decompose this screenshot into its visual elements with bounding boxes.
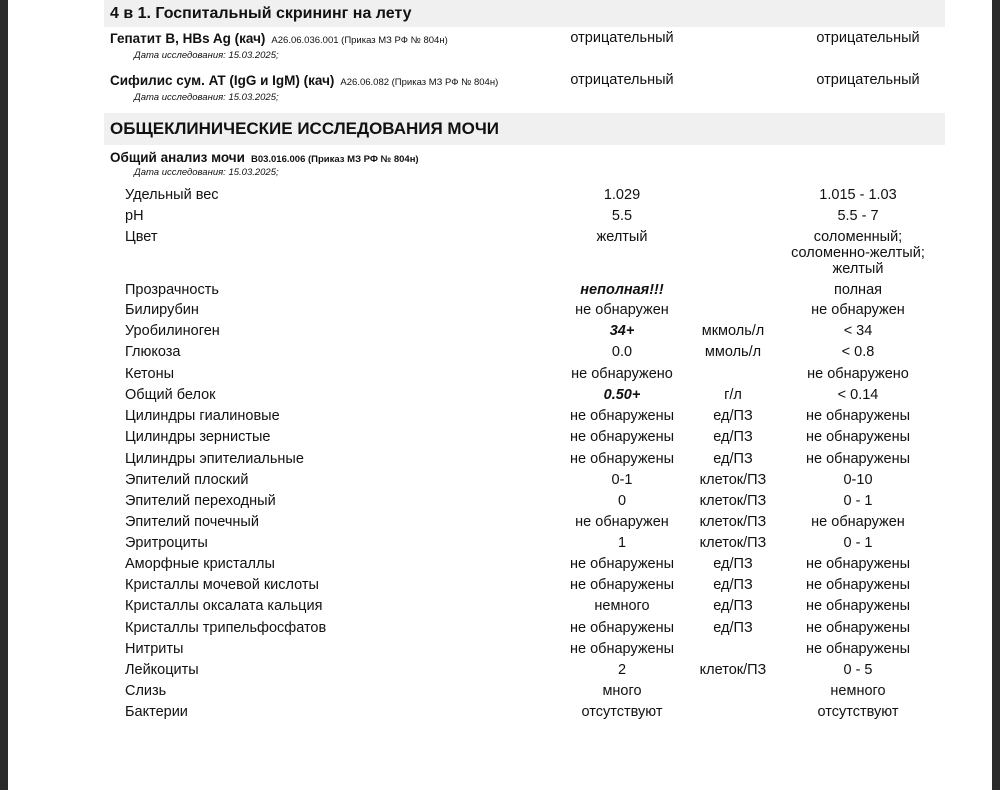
param-name: Кристаллы трипельфосфатов bbox=[125, 620, 327, 636]
param-name: Билирубин bbox=[125, 302, 199, 318]
param-ref bbox=[778, 229, 938, 277]
param-name: Цвет bbox=[125, 229, 158, 245]
param-value: 0-1 bbox=[611, 472, 633, 488]
test-code: B03.016.006 (Приказ МЗ РФ № 804н) bbox=[250, 154, 419, 165]
param-unit: ед/ПЗ bbox=[713, 577, 753, 593]
param-name: Эпителий плоский bbox=[125, 472, 249, 488]
result-row bbox=[0, 512, 984, 533]
param-name: Эпителий почечный bbox=[125, 514, 259, 530]
param-unit: клеток/ПЗ bbox=[699, 662, 767, 678]
param-ref: не обнаружены bbox=[805, 577, 911, 593]
param-value-flagged: 0.50+ bbox=[603, 387, 641, 403]
test-title-syphilis bbox=[110, 73, 498, 88]
result-row bbox=[0, 321, 984, 342]
viewer-edge-right bbox=[992, 0, 1000, 790]
result-row bbox=[0, 702, 984, 723]
result-value: отрицательный bbox=[570, 72, 674, 88]
param-ref: < 0.8 bbox=[841, 344, 875, 360]
param-ref: не обнаружен bbox=[811, 302, 905, 318]
param-name: Эритроциты bbox=[125, 535, 208, 551]
param-ref: не обнаружены bbox=[805, 641, 911, 657]
test-code: A26.06.036.001 (Приказ МЗ РФ № 804н) bbox=[271, 35, 448, 46]
param-name: Цилиндры гиалиновые bbox=[125, 408, 280, 424]
param-value: 1 bbox=[617, 535, 627, 551]
param-value: желтый bbox=[596, 229, 648, 245]
param-ref: не обнаружены bbox=[805, 620, 911, 636]
section-header-screening: 4 в 1. Госпитальный скрининг на лету bbox=[104, 0, 945, 27]
param-value: не обнаружено bbox=[571, 366, 673, 382]
param-name: Нитриты bbox=[125, 641, 184, 657]
param-unit: ед/ПЗ bbox=[713, 451, 753, 467]
result-row bbox=[0, 639, 984, 660]
param-value: 1.029 bbox=[603, 187, 641, 203]
param-name: Прозрачность bbox=[125, 282, 219, 298]
param-value: не обнаружены bbox=[569, 451, 675, 467]
param-unit: ед/ПЗ bbox=[713, 556, 753, 572]
param-ref: не обнаружены bbox=[805, 451, 911, 467]
result-row bbox=[0, 449, 984, 470]
param-unit: г/л bbox=[724, 387, 742, 403]
result-row bbox=[0, 280, 984, 301]
param-unit: клеток/ПЗ bbox=[699, 493, 767, 509]
test-title-hbsag bbox=[110, 31, 448, 46]
param-ref: < 0.14 bbox=[837, 387, 879, 403]
param-ref: не обнаружены bbox=[805, 408, 911, 424]
param-name: Цилиндры зернистые bbox=[125, 429, 271, 445]
param-ref: 0-10 bbox=[843, 472, 873, 488]
reference-value: отрицательный bbox=[816, 30, 920, 46]
reference-value: отрицательный bbox=[816, 72, 920, 88]
param-name: Глюкоза bbox=[125, 344, 181, 360]
param-value: немного bbox=[594, 598, 650, 614]
test-code: A26.06.082 (Приказ МЗ РФ № 804н) bbox=[340, 77, 499, 88]
result-row bbox=[0, 385, 984, 406]
param-unit: клеток/ПЗ bbox=[699, 535, 767, 551]
param-value: не обнаружены bbox=[569, 556, 675, 572]
param-ref: немного bbox=[830, 683, 886, 699]
result-row bbox=[0, 300, 984, 321]
test-date: Дата исследования: 15.03.2025; bbox=[134, 167, 279, 178]
result-row bbox=[0, 554, 984, 575]
param-name: Общий белок bbox=[125, 387, 216, 403]
param-ref: 0 - 1 bbox=[843, 535, 873, 551]
param-name: Удельный вес bbox=[125, 187, 219, 203]
result-row bbox=[0, 618, 984, 639]
param-value-flagged: неполная!!! bbox=[580, 282, 664, 298]
param-value: не обнаружен bbox=[575, 302, 669, 318]
param-value-flagged: 34+ bbox=[609, 323, 635, 339]
param-unit: мкмоль/л bbox=[701, 323, 765, 339]
param-ref: не обнаружены bbox=[805, 556, 911, 572]
result-row bbox=[0, 575, 984, 596]
param-unit: ед/ПЗ bbox=[713, 620, 753, 636]
param-value: не обнаружены bbox=[569, 577, 675, 593]
result-row bbox=[0, 660, 984, 681]
param-unit: ммоль/л bbox=[704, 344, 762, 360]
result-row bbox=[0, 185, 984, 206]
result-row bbox=[0, 681, 984, 702]
param-ref: полная bbox=[834, 282, 882, 298]
param-name: Кристаллы мочевой кислоты bbox=[125, 577, 319, 593]
param-value: не обнаружены bbox=[569, 429, 675, 445]
test-name: Сифилис сум. AT (IgG и IgM) (кач) bbox=[110, 73, 335, 88]
param-value: не обнаружен bbox=[575, 514, 669, 530]
param-name: Бактерии bbox=[125, 704, 188, 720]
param-value: не обнаружены bbox=[569, 641, 675, 657]
param-unit: ед/ПЗ bbox=[713, 598, 753, 614]
result-row bbox=[0, 427, 984, 448]
param-value: не обнаружены bbox=[569, 620, 675, 636]
param-value: 5.5 bbox=[611, 208, 633, 224]
test-name: Общий анализ мочи bbox=[110, 150, 245, 165]
param-ref: не обнаружен bbox=[811, 514, 905, 530]
param-unit: клеток/ПЗ bbox=[699, 514, 767, 530]
param-ref: не обнаружено bbox=[807, 366, 909, 382]
param-unit: ед/ПЗ bbox=[713, 408, 753, 424]
param-name: Цилиндры эпителиальные bbox=[125, 451, 304, 467]
result-row bbox=[0, 470, 984, 491]
param-name: Слизь bbox=[125, 683, 167, 699]
result-row bbox=[0, 533, 984, 554]
result-row bbox=[0, 364, 984, 385]
param-value: много bbox=[602, 683, 642, 699]
result-row bbox=[0, 227, 984, 283]
test-date: Дата исследования: 15.03.2025; bbox=[134, 92, 279, 103]
param-ref: 1.015 - 1.03 bbox=[819, 187, 897, 203]
test-name: Гепатит B, HBs Ag (кач) bbox=[110, 31, 266, 46]
param-name: Эпителий переходный bbox=[125, 493, 276, 509]
ref-line: соломенно-желтый; bbox=[791, 245, 925, 261]
test-date: Дата исследования: 15.03.2025; bbox=[134, 50, 279, 61]
param-ref: не обнаружены bbox=[805, 429, 911, 445]
param-unit: ед/ПЗ bbox=[713, 429, 753, 445]
result-row bbox=[0, 406, 984, 427]
param-value: 2 bbox=[617, 662, 627, 678]
param-value: 0.0 bbox=[611, 344, 633, 360]
param-ref: < 34 bbox=[843, 323, 873, 339]
param-name: Уробилиноген bbox=[125, 323, 220, 339]
param-name: Лейкоциты bbox=[125, 662, 199, 678]
param-name: Кристаллы оксалата кальция bbox=[125, 598, 323, 614]
result-row bbox=[0, 342, 984, 363]
param-ref: не обнаружены bbox=[805, 598, 911, 614]
test-title-urinalysis bbox=[110, 150, 419, 165]
param-name: pH bbox=[125, 208, 144, 224]
param-value: 0 bbox=[617, 493, 627, 509]
param-name: Кетоны bbox=[125, 366, 175, 382]
param-unit: клеток/ПЗ bbox=[699, 472, 767, 488]
result-row bbox=[0, 596, 984, 617]
param-ref: 0 - 5 bbox=[843, 662, 873, 678]
param-ref: отсутствуют bbox=[817, 704, 899, 720]
section-header-urine: ОБЩЕКЛИНИЧЕСКИЕ ИССЛЕДОВАНИЯ МОЧИ bbox=[104, 113, 945, 145]
result-row bbox=[0, 491, 984, 512]
ref-line: желтый bbox=[832, 261, 884, 277]
result-value: отрицательный bbox=[570, 30, 674, 46]
param-ref: 0 - 1 bbox=[843, 493, 873, 509]
param-name: Аморфные кристаллы bbox=[125, 556, 275, 572]
param-value: не обнаружены bbox=[569, 408, 675, 424]
result-row bbox=[0, 206, 984, 227]
param-ref: 5.5 - 7 bbox=[837, 208, 879, 224]
param-value: отсутствуют bbox=[581, 704, 663, 720]
ref-line: соломенный; bbox=[813, 229, 903, 245]
